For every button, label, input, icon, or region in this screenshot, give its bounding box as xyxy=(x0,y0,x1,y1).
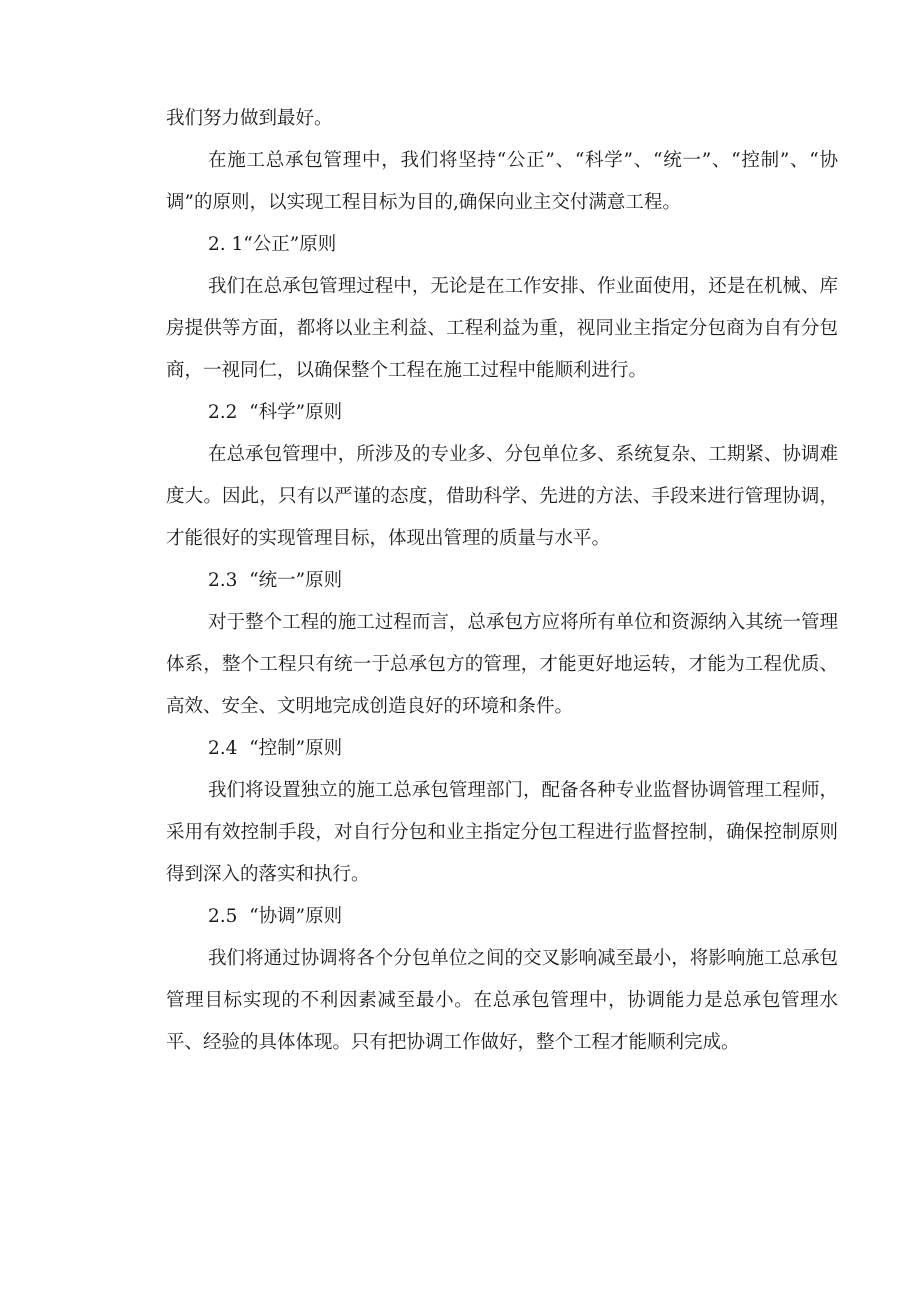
section-body-fairness: 我们在总承包管理过程中，无论是在工作安排、作业面使用，还是在机械、库房提供等方面，都将以业主利益、工程利益为重，视同业主指定分包商为自有分包商，一视同仁，以确保整个工程在施工过程中能顺利进行。 xyxy=(166,276,838,381)
section-body-control: 我们将设置独立的施工总承包管理部门，配备各种专业监督协调管理工程师，采用有效控制手段，对自行分包和业主指定分包工程进行监督控制，确保控制原则得到深入的落实和执行。 xyxy=(166,780,838,885)
continuation-text: 我们努力做到最好。 xyxy=(166,108,333,129)
section-body-coordination: 我们将通过协调将各个分包单位之间的交叉影响减至最小，将影响施工总承包管理目标实现的不利因素减至最小。在总承包管理中，协调能力是总承包管理水平、经验的具体体现。只有把协调工作做好，整个工程才能顺利完成。 xyxy=(166,948,838,1053)
section-heading-unity: 2.3 “统一”原则 xyxy=(208,570,343,591)
section-heading-coordination: 2.5 “协调”原则 xyxy=(208,906,343,927)
section-body-science: 在总承包管理中，所涉及的专业多、分包单位多、系统复杂、工期紧、协调难度大。因此，只有以严谨的态度，借助科学、先进的方法、手段来进行管理协调，才能很好的实现管理目标，体现出管理的质量与水平。 xyxy=(166,444,838,549)
section-heading-control: 2.4 “控制”原则 xyxy=(208,738,343,759)
document-body xyxy=(166,98,838,1064)
section-heading-science: 2.2 “科学”原则 xyxy=(208,402,343,423)
section-body-unity: 对于整个工程的施工过程而言，总承包方应将所有单位和资源纳入其统一管理体系，整个工程只有统一于总承包方的管理，才能更好地运转，才能为工程优质、高效、安全、文明地完成创造良好的环境和条件。 xyxy=(166,612,838,717)
intro-paragraph: 在施工总承包管理中，我们将坚持“公正”、“科学”、“统一”、“控制”、“协调”的原则，以实现工程目标为目的,确保向业主交付满意工程。 xyxy=(166,150,838,213)
section-heading-fairness: 2. 1“公正”原则 xyxy=(208,234,337,255)
